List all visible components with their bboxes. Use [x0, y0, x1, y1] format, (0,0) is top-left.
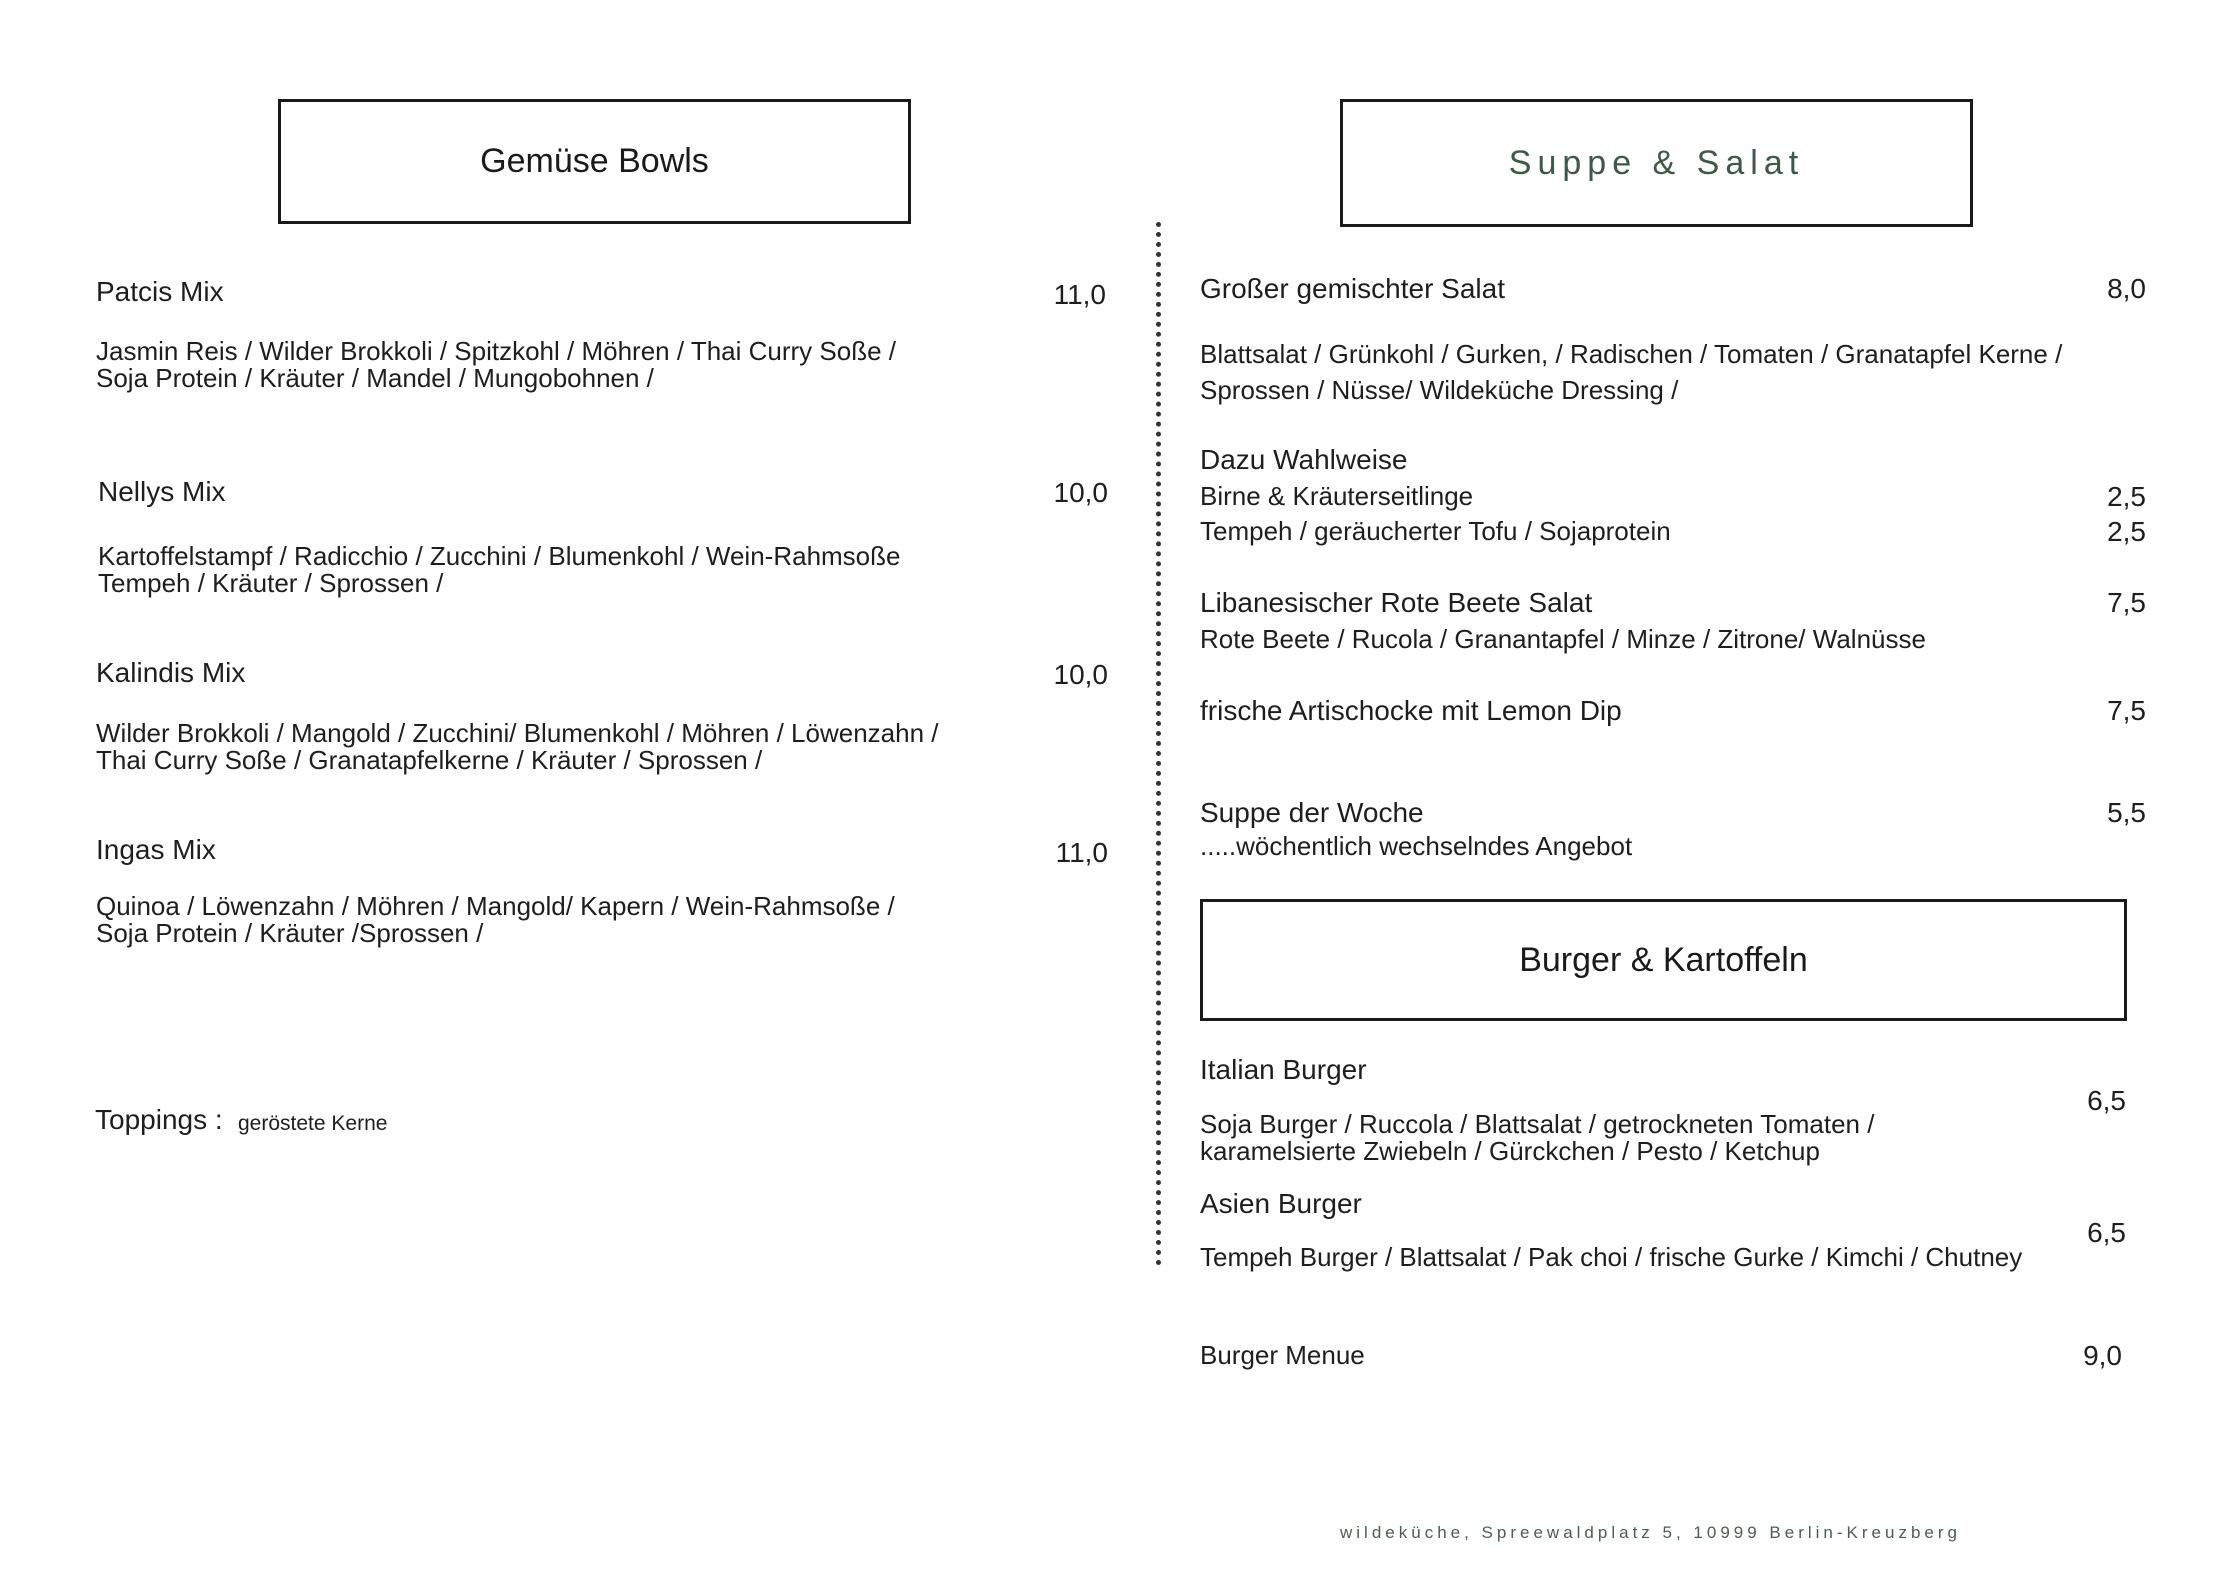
dish-description: Blattsalat / Grünkohl / Gurken, / Radischen / Tomaten / Granatapfel Kerne / Sprossen / Nüsse/ Wildeküche Dressing / — [1200, 339, 2063, 405]
dish-price: 11,0 — [1053, 279, 1106, 310]
extra-name: Birne & Kräuterseitlinge — [1200, 481, 1474, 511]
dish-name: Italian Burger — [1200, 1054, 1367, 1085]
dish-description: Kartoffelstampf / Radicchio / Zucchini / Blumenkohl / Wein-Rahmsoße Tempeh / Kräuter / Sprossen / — [98, 541, 901, 598]
extra-price: 2,5 — [2107, 516, 2146, 547]
dish-price: 8,0 — [2107, 273, 2146, 304]
dish-price: 5,5 — [2107, 797, 2146, 828]
column-divider — [1156, 222, 1161, 1266]
dish-name: Asien Burger — [1200, 1188, 1362, 1219]
section-box-suppe-salat — [1340, 99, 1973, 227]
dish-price: 7,5 — [2107, 587, 2146, 618]
toppings-label: Toppings : — [95, 1104, 223, 1135]
section-title: Gemüse Bowls — [480, 142, 709, 180]
dish-price: 7,5 — [2107, 695, 2146, 726]
footer-address: wildeküche, Spreewaldplatz 5, 10999 Berlin-Kreuzberg — [1340, 1523, 1961, 1542]
section-box-burger — [1200, 899, 2127, 1021]
dish-name: Libanesischer Rote Beete Salat — [1200, 587, 1593, 618]
dish-description: .....wöchentlich wechselndes Angebot — [1200, 831, 1633, 861]
dish-name: frische Artischocke mit Lemon Dip — [1200, 695, 1622, 726]
dish-name: Kalindis Mix — [96, 657, 246, 688]
dish-description: Quinoa / Löwenzahn / Möhren / Mangold/ Kapern / Wein-Rahmsoße / Soja Protein / Kräuter /Sprossen / — [96, 891, 895, 948]
toppings-value: geröstete Kerne — [238, 1112, 388, 1135]
dish-name: Suppe der Woche — [1200, 797, 1424, 828]
extra-price: 2,5 — [2107, 481, 2146, 512]
dish-name: Patcis Mix — [96, 276, 224, 307]
dish-price: 6,5 — [2087, 1217, 2126, 1248]
dish-price: 11,0 — [1055, 837, 1108, 868]
dish-description: Soja Burger / Ruccola / Blattsalat / getrockneten Tomaten / karamelsierte Zwiebeln / Gürckchen / Pesto / Ketchup — [1200, 1109, 1875, 1166]
dish-description: Jasmin Reis / Wilder Brokkoli / Spitzkohl / Möhren / Thai Curry Soße / Soja Protein / Kräuter / Mandel / Mungobohnen / — [96, 336, 896, 393]
dish-description: Rote Beete / Rucola / Granantapfel / Minze / Zitrone/ Walnüsse — [1200, 624, 1926, 654]
section-title: Suppe & Salat — [1508, 143, 1805, 182]
section-box-gemuese-bowls — [278, 99, 911, 224]
section-title: Burger & Kartoffeln — [1519, 940, 1808, 979]
dish-price: 6,5 — [2087, 1085, 2126, 1116]
dish-price: 9,0 — [2083, 1340, 2122, 1371]
extra-name: Tempeh / geräucherter Tofu / Sojaprotein — [1200, 516, 1671, 546]
dish-name: Ingas Mix — [96, 834, 216, 865]
dish-price: 10,0 — [1053, 477, 1108, 508]
dish-price: 10,0 — [1053, 659, 1108, 690]
extras-title: Dazu Wahlweise — [1200, 444, 1408, 475]
dish-name: Großer gemischter Salat — [1200, 273, 1505, 304]
dish-description: Wilder Brokkoli / Mangold / Zucchini/ Blumenkohl / Möhren / Löwenzahn / Thai Curry Soße / Granatapfelkerne / Kräuter / Sprossen / — [96, 718, 939, 775]
dish-name: Nellys Mix — [98, 476, 226, 507]
dish-description: Tempeh Burger / Blattsalat / Pak choi / frische Gurke / Kimchi / Chutney — [1200, 1242, 2023, 1272]
dish-name: Burger Menue — [1200, 1340, 1365, 1370]
